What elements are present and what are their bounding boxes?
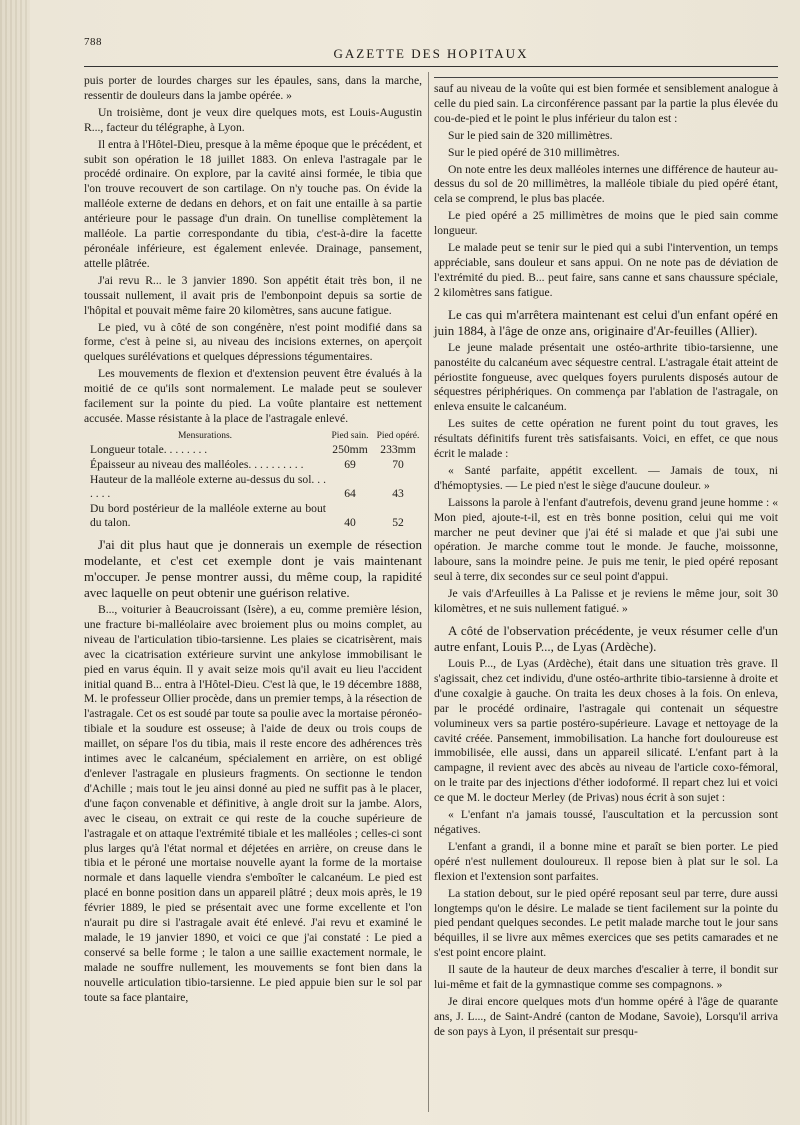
table-row xyxy=(84,458,422,473)
right-column xyxy=(434,74,778,1042)
paragraph: On note entre les deux malléoles internes une différence de hauteur au-dessus du sol de 20 millimètres, la malléole tibiale du pied opéré étant, cela se comprend, le plus bas placée. xyxy=(434,162,778,206)
paragraph: Le jeune malade présentait une ostéo-arthrite tibio-tarsienne, une panostéite du calcanéum avec séquestre central. L'astragale était atteint de périostite fongueuse, avec quelques foyers purulents disposés autour de séquestres périphériques. On commença par l'ablation de l'astragale, on enleva ensuite le calcanéum. xyxy=(434,340,778,414)
page-number: 788 xyxy=(84,36,102,48)
paragraph: B..., voiturier à Beaucroissant (Isère), a eu, comme première lésion, une fracture bi-malléolaire avec broiement plus ou moins complet, au niveau de l'articulation tibio-tarsienne. Les plaies se cicatrisèrent, mais avec la cicatrisation extérieure survint une ankylose immobilisant le pied en varus équin. Il y avait seize mois qu'il avait eu lieu l'accident initial quand B... entra à l'Hôtel-Dieu. C'est là que, le 19 décembre 1888, M. le professeur Ollier procède, dans un premier temps, à la résection de l'astragale. Cet os est soudé par toute sa poulie avec la mortaise péronéo-tibiale et la soudure est osseuse; à l'aide de deux ou trois coups de maillet, on sépare l'os du tibia, mais il reste encore des adhérences très intimes avec le calcanéum, spécialement en arrière, on est obligé d'enlever l'astragale en plusieurs fragments. On sectionne le tendon d'Achille ; mais tout le jeu ainsi donné au pied ne suffit pas à le placer, d'une façon convenable et définitive, à angle droit sur la jambe. Alors, avec le ciseau, on extrait ce qui reste de la couche supérieure de l'astragale et on attaque l'extrémité tibiale et les malléoles ; celles-ci sont plus larges qu'à l'état normal et déjetées en arrière, on creuse dans le tibia et le péroné une mortaise nouvelle ayant la forme de la mortaise normale et dans laquelle viendra s'emboîter le calcanéum. Le pied est placé en bonne position dans un appareil plâtré ; deux mois après, le 19 février 1889, le pied se présentait avec une forme excellente et l'on n'aurait pu dire si l'astragale avait été enlevé. J'ai revu et examiné le malade, le 19 janvier 1890, et voici ce que j'ai constaté : Le pied a conservé sa belle forme ; le talon a une saillie exactement normale, le malade ne souffre nullement, les mouvements se font bien dans la nouvelle articulation tibio-tarsienne. Le pied appuie bien sur le sol par toute sa face plantaire, xyxy=(84,603,422,1004)
paragraph: sauf au niveau de la voûte qui est bien formée et sensiblement analogue à celle du pied sain. La circonférence passant par la partie la plus élevée du cou-de-pied et le point le plus inférieur du talon est : xyxy=(434,82,778,125)
table-row xyxy=(84,502,422,531)
value-sain: 64 xyxy=(344,487,356,501)
paragraph: J'ai dit plus haut que je donnerais un exemple de résection modelante, et c'est cet exemple dont je vais maintenant m'occuper. Je pense montrer aussi, du même coup, la rapidité avec laquelle on peut obtenir une guérison relative. xyxy=(84,537,422,600)
table-row xyxy=(84,473,422,502)
value-sain: 40 xyxy=(344,516,356,530)
row-label: Longueur totale. . . . . . . . xyxy=(90,443,208,457)
page-header xyxy=(84,32,778,66)
paragraph: Louis P..., de Lyas (Ardèche), était dans une situation très grave. Il s'agissait, chez cet individu, d'une ostéo-arthrite tibio-tarsienne à droite et d'une coxalgie à gauche. On traita les deux choses à la fois. On enleva, par le procédé ordinaire, l'astragale qui contenait un séquestre volumineux vers sa partie postéro-supérieure. Lavage et nettoyage de la cavité créée. Pansement, immobilisation. La hanche fort douloureuse est immobilisée, elle aussi, dans un appareil silicaté. L'enfant part à la campagne, il revient avec des abcès au niveau de l'article coxo-fémoral, on le traite par des injections d'éther iodoformé. Il repart chez lui et voici ce que M. le docteur Merley (de Privas) nous écrit à son sujet : xyxy=(434,657,778,805)
value-opere: 233mm xyxy=(380,443,416,457)
value-opere: 70 xyxy=(392,458,404,472)
column-header-opere: Pied opéré. xyxy=(376,430,420,441)
quote-paragraph: « Santé parfaite, appétit excellent. — Jamais de toux, ni d'hémoptysies. — Le pied n'est le siège d'aucune douleur. » xyxy=(434,463,778,492)
quote-paragraph: « L'enfant n'a jamais toussé, l'auscultation et la percussion sont négatives. xyxy=(434,808,778,836)
paragraph: Les mouvements de flexion et d'extension peuvent être évalués à la moitié de ce qu'ils sont normalement. Le malade peut se soulever facilement sur la pointe du pied. La voûte plantaire est nettement accusée. Masse résistante à la place de l'astragale enlevé. xyxy=(84,367,422,425)
value-opere: 43 xyxy=(392,487,404,501)
column-header-sain: Pied sain. xyxy=(331,430,369,441)
value-sain: 69 xyxy=(344,458,356,472)
measurements-table xyxy=(84,429,422,531)
paragraph: Le malade peut se tenir sur le pied qui a subi l'intervention, un temps appréciable, sans douleur et sans appui. On ne note pas de déviation de l'extrémité du pied. B... peut faire, sans canne et sans chaussure spéciale, 2 kilomètres sans fatigue. xyxy=(434,241,778,299)
paragraph: Il entra à l'Hôtel-Dieu, presque à la même époque que le précédent, et subit son opération le 18 juillet 1883. On enleva l'astragale par le procédé ordinaire. On explore, par la cavité ainsi formée, le tibia que l'on trouve recouvert de son cartilage. On n'y touche pas. On évide la malléole externe de dedans en dehors, et on fait une entaille à sa partie antérieure pour le passage d'un drain. On tunellise complètement la malléole. La partie correspondante du tibia, c'est-à-dire la facette péronéale inférieure, est également enlevée. Drainage, pansement, attelle plâtrée. xyxy=(84,137,422,270)
paragraph: Il saute de la hauteur de deux marches d'escalier à terre, il bondit sur lui-même et fait de la gymnastique comme ses compagnons. » xyxy=(434,963,778,992)
table-row xyxy=(84,443,422,458)
header-rule xyxy=(84,66,778,67)
journal-title: GAZETTE DES HOPITAUX xyxy=(333,46,529,61)
row-label: Du bord postérieur de la malléole externe au bout du talon. xyxy=(90,501,326,530)
row-label: Épaisseur au niveau des malléoles. . . . . . . . . . xyxy=(90,458,304,472)
paragraph: Un troisième, dont je veux dire quelques mots, est Louis-Augustin R..., facteur du télégraphe, à Lyon. xyxy=(84,105,422,134)
paragraph: Le pied, vu à côté de son congénère, n'est point modifié dans sa forme, c'est à peine si, au niveau des incisions externes, on aperçoit quelques surélévations et quelques dépressions tégumentaires. xyxy=(84,320,422,364)
paragraph: Le pied opéré a 25 millimètres de moins que le pied sain comme longueur. xyxy=(434,209,778,238)
lead-paragraph: A côté de l'observation précédente, je veux résumer celle d'un autre enfant, Louis P..., de Lyas (Ardèche). xyxy=(434,623,778,654)
column-top-rule xyxy=(434,77,778,78)
paragraph: La station debout, sur le pied opéré reposant seul par terre, dure aussi longtemps qu'on le désire. Le malade se tient facilement sur la pointe du pied pendant quelques secondes. Le petit malade marche tout le jour sans béquilles, il se livre aux mêmes exercices que ses petits camarades et ne s'est point encore plaint. xyxy=(434,886,778,960)
paragraph: Je dirai encore quelques mots d'un homme opéré à l'âge de quarante ans, J. L..., de Saint-André (canton de Modane, Savoie), Lorsqu'il arriva de son pays à Lyon, il présentait sur presqu- xyxy=(434,994,778,1038)
value-sain: 250mm xyxy=(332,443,368,457)
measurements-header-row xyxy=(84,429,422,444)
paragraph: Laissons la parole à l'enfant d'autrefois, devenu grand jeune homme : « Mon pied, ajoute-t-il, est en très bonne position, celui qui me voit marcher ne peut deviner que j'ai été si malade et que j'ai subi une opération. Je marche comme tout le monde. Je fauche, moissonne, laboure, sans la moindre peine. Je puis me tenir, le pied opéré reposant seul à terre, dix secondes sur ce seul point d'appui. xyxy=(434,495,778,584)
paragraph: Je vais d'Arfeuilles à La Palisse et je reviens le même jour, soit 30 kilomètres, et ne suis nullement fatigué. » xyxy=(434,587,778,616)
paragraph: Les suites de cette opération ne furent point du tout graves, les résultats définitifs furent très satisfaisants. Voici, en effet, ce que nous écrit le malade : xyxy=(434,417,778,461)
page-binding-edge xyxy=(0,0,30,1125)
value-opere: 52 xyxy=(392,516,404,530)
paragraph: Sur le pied sain de 320 millimètres. xyxy=(448,128,613,142)
paragraph: J'ai revu R... le 3 janvier 1890. Son appétit était très bon, il ne toussait nullement, il avait pris de l'embonpoint depuis sa sortie de l'hôpital et pouvait même faire 20 kilomètres, sans aucune fatigue. xyxy=(84,273,422,317)
measurements-header: Mensurations. xyxy=(177,430,233,441)
column-divider xyxy=(428,72,429,1112)
paragraph: puis porter de lourdes charges sur les épaules, sans, dans la marche, ressentir de douleurs dans la jambe opérée. » xyxy=(84,74,422,102)
lead-paragraph: Le cas qui m'arrêtera maintenant est celui d'un enfant opéré en juin 1884, à l'âge de onze ans, originaire d'Ar-feuilles (Allier). xyxy=(434,306,778,338)
left-column xyxy=(84,74,422,1007)
paragraph: Sur le pied opéré de 310 millimètres. xyxy=(448,145,620,159)
row-label: Hauteur de la malléole externe au-dessus du sol. . . . . . . xyxy=(90,472,326,501)
paragraph: L'enfant a grandi, il a bonne mine et paraît se bien porter. Le pied opéré n'est nullement douloureux. Il repose bien à plat sur le sol. La flexion et l'extension sont parfaites. xyxy=(434,839,778,883)
